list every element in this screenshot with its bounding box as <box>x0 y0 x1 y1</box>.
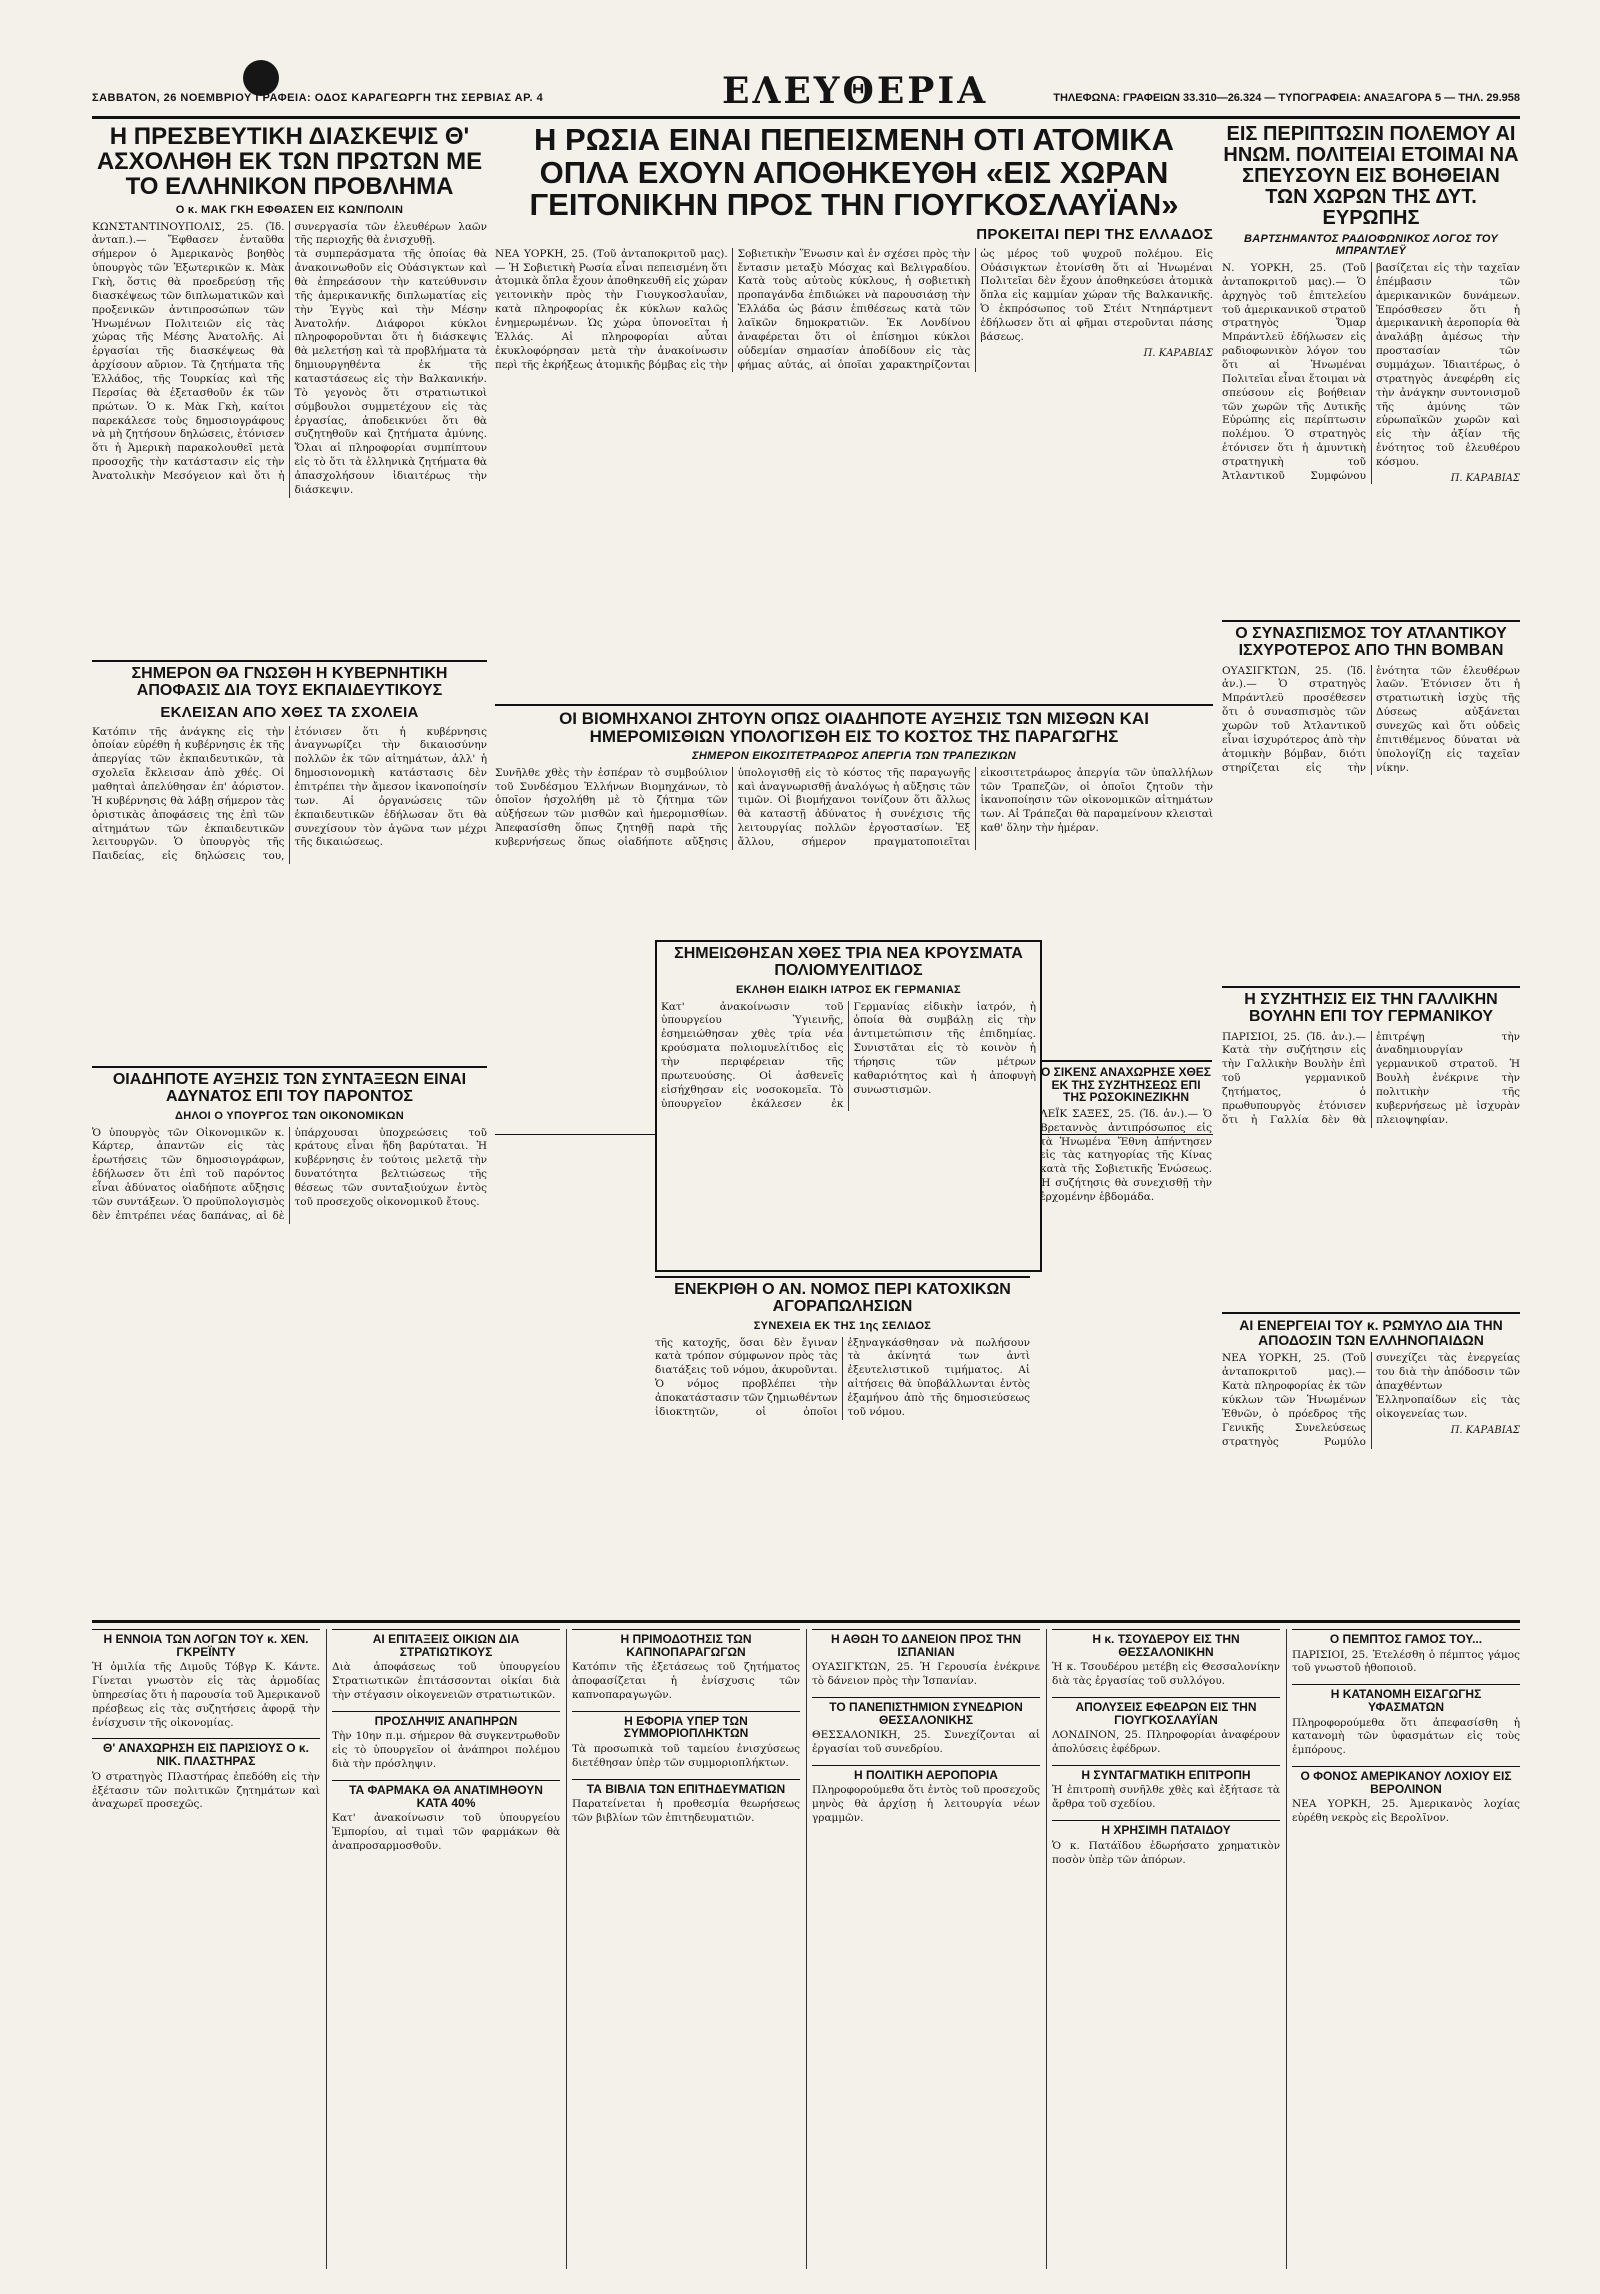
subheadline: ΕΚΛΗΘΗ ΕΙΔΙΚΗ ΙΑΤΡΟΣ ΕΚ ΓΕΡΜΑΝΙΑΣ <box>736 983 961 996</box>
headline: Ο ΣΥΝΑΣΠΙΣΜΟΣ ΤΟΥ ΑΤΛΑΝΤΙΚΟΥ ΙΣΧΥΡΟΤΕΡΟΣ ΑΠΟ ΤΗΝ ΒΟΜΒΑΝ <box>1235 625 1507 659</box>
subheadline: ΠΡΟΚΕΙΤΑΙ ΠΕΡΙ ΤΗΣ ΕΛΛΑΔΟΣ <box>976 225 1213 243</box>
article-body <box>661 1001 1036 1112</box>
headline: ΟΙΑΔΗΠΟΤΕ ΑΥΞΗΣΙΣ ΤΩΝ ΣΥΝΤΑΞΕΩΝ ΕΙΝΑΙ ΑΔΥΝΑΤΟΣ ΕΠΙ ΤΟΥ ΠΑΡΟΝΤΟΣ <box>112 1071 467 1105</box>
brief-headline: Ο ΦΟΝΟΣ ΑΜΕΡΙΚΑΝΟΥ ΛΟΧΙΟΥ ΕΙΣ ΒΕΡΟΛΙΝΟΝ <box>1292 1766 1520 1795</box>
article-text: ΟΥΑΣΙΓΚΤΩΝ, 25. (Ἰδ. ἀν.).— Ὁ στρατηγὸς Μπράντλεϋ προσέθεσεν ὅτι ὁ συνασπισμὸς τῶν χωρῶν τοῦ Ἀτλαντικοῦ εἶναι ἰσχυρότερος ἀπὸ τὴν ἀτομικὴν βόμβαν, διότι στηρίζεται εἰς τὴν ἑνότητα τῶν ἐλευθέρων λαῶν. Ἐτόνισεν ὅτι ἡ στρατιωτικὴ ἰσχὺς τῆς Δύσεως αὐξάνεται συνεχῶς καὶ ὅτι οὐδεὶς ἐπιτιθέμενος δύναται νὰ ὑπολογίζῃ εἰς ταχεῖαν νίκην. <box>1222 664 1520 774</box>
brief-text: Κατ' ἀνακοίνωσιν τοῦ ὑπουργείου Ἐμπορίου, αἱ τιμαὶ τῶν φαρμάκων θὰ ἀναπροσαρμοσθοῦν. <box>332 1812 560 1852</box>
article-body <box>92 726 487 865</box>
article-sikens <box>1040 1060 1212 1266</box>
newspaper-title: ΕΛΕΥΘΕΡΙΑ <box>722 70 989 112</box>
briefs-section <box>92 1620 1520 2289</box>
headline: Η ΠΡΕΣΒΕΥΤΙΚΗ ΔΙΑΣΚΕΨΙΣ Θ' ΑΣΧΟΛΗΘΗ ΕΚ ΤΩΝ ΠΡΩΤΩΝ ΜΕ ΤΟ ΕΛΛΗΝΙΚΟΝ ΠΡΟΒΛΗΜΑ <box>96 124 483 201</box>
briefs-columns <box>92 1629 1520 2269</box>
brief-text: Κατόπιν τῆς ἐξετάσεως τοῦ ζητήματος ἀποφασίζεται ἡ ἐνίσχυσις τῶν καπνοπαραγωγῶν. <box>572 1661 800 1701</box>
brief-text: Ἡ κ. Τσουδέρου μετέβη εἰς Θεσσαλονίκην διὰ τὰς ἐργασίας τοῦ συλλόγου. <box>1052 1661 1280 1688</box>
brief-text: Ὁ κ. Πατάϊδου ἐδωρήσατο χρηματικὸν ποσὸν ὑπὲρ τῶν ἀπόρων. <box>1052 1839 1280 1866</box>
subheadline: ΣΥΝΕΧΕΙΑ ΕΚ ΤΗΣ 1ης ΣΕΛΙΔΟΣ <box>753 1319 932 1332</box>
headline: Ο ΣΙΚΕΝΣ ΑΝΑΧΩΡΗΣΕ ΧΘΕΣ ΕΚ ΤΗΣ ΣΥΖΗΤΗΣΕΩΣ ΕΠΙ ΤΗΣ ΡΩΣΟΚΙΝΕΖΙΚΗΝ <box>1040 1065 1211 1105</box>
brief-text: Πληροφορούμεθα ὅτι ἀπεφασίσθη ἡ κατανομὴ τῶν ὑφασμάτων εἰς τοὺς ἐμπόρους. <box>1292 1716 1520 1757</box>
brief-item <box>812 1765 1040 1826</box>
brief-item <box>332 1780 560 1854</box>
brief-headline: Η ΑΘΩΗ ΤΟ ΔΑΝΕΙΟΝ ΠΡΟΣ ΤΗΝ ΙΣΠΑΝΙΑΝ <box>812 1629 1040 1658</box>
article-text: Ν. ΥΟΡΚΗ, 25. (Τοῦ ἀνταποκριτοῦ μας).— Ὁ ἀρχηγὸς τοῦ ἐπιτελείου τοῦ ἀμερικανικοῦ στρατοῦ στρατηγὸς Ὄμαρ Μπράντλεϋ ἐδήλωσεν εἰς ραδιοφωνικὸν λόγον του ὅτι αἱ Ἡνωμέναι Πολιτεῖαι εἶναι ἕτοιμαι νὰ σπεύσουν εἰς βοήθειαν τῶν χωρῶν τῆς Δυτικῆς Εὐρώπης εἰς περίπτωσιν πολέμου. Ὁ στρατηγὸς ἐτόνισεν ὅτι ἡ ἀμυντικὴ στρατηγικὴ τοῦ Ἀτλαντικοῦ Συμφώνου βασίζεται εἰς τὴν ταχεῖαν ἐπέμβασιν τῶν ἀμερικανικῶν δυνάμεων. Ἐπρόσθεσεν ὅτι ἡ ἀμερικανικὴ ἀεροπορία θὰ ἀναλάβῃ ἀμέσως τὴν προστασίαν τῶν συμμάχων. Ἰδιαιτέρως, ὁ στρατηγὸς ἀνεφέρθη εἰς τὴν ἀνάγκην συντονισμοῦ τῆς ἀμύνης τῶν εὐρωπαϊκῶν χωρῶν καὶ εἰς τὴν ἀξίαν τῆς ἑνότητος τοῦ ἐλευθέρου κόσμου. <box>1222 262 1520 482</box>
article-body <box>1222 262 1520 484</box>
brief-text: ΛΟΝΔΙΝΟΝ, 25. Πληροφορίαι ἀναφέρουν ἀπολύσεις ἐφέδρων. <box>1052 1729 1280 1755</box>
article-text: Κατ' ἀνακοίνωσιν τοῦ ὑπουργείου Ὑγιεινῆς, ἐσημειώθησαν χθὲς τρία νέα κρούσματα πολιομυελίτιδος εἰς τὴν περιφέρειαν τῆς πρωτευούσης. Οἱ ἀσθενεῖς εἰσήχθησαν εἰς νοσοκομεῖα. Τὸ ὑπουργεῖον ἐκάλεσεν ἐκ Γερμανίας εἰδικὴν ἰατρόν, ἡ ὁποία θὰ συμβάλῃ εἰς τὴν ἀντιμετώπισιν τῆς ἐπιδημίας. Συνιστᾶται εἰς τὸ κοινὸν ἡ τήρησις τῶν μέτρων καθαριότητος καὶ ἡ ἀποφυγὴ συνωστισμῶν. <box>661 1000 1036 1110</box>
brief-headline: Ο ΠΕΜΠΤΟΣ ΓΑΜΟΣ ΤΟΥ... <box>1292 1629 1520 1646</box>
article-polio <box>655 940 1042 1272</box>
brief-item <box>812 1629 1040 1689</box>
brief-headline: ΤΑ ΒΙΒΛΙΑ ΤΩΝ ΕΠΙΤΗΔΕΥΜΑΤΙΩΝ <box>572 1779 800 1796</box>
brief-headline: ΤΑ ΦΑΡΜΑΚΑ ΘΑ ΑΝΑΤΙΜΗΘΟΥΝ ΚΑΤΑ 40% <box>332 1780 560 1809</box>
brief-text: ΝΕΑ ΥΟΡΚΗ, 25. Ἀμερικανὸς λοχίας εὑρέθη νεκρὸς εἰς Βερολῖνον. <box>1292 1798 1520 1825</box>
brief-item <box>1052 1629 1280 1689</box>
brief-item <box>92 1629 320 1730</box>
brief-item <box>812 1697 1040 1757</box>
brief-item <box>572 1629 800 1703</box>
article-text: ΠΑΡΙΣΙΟΙ, 25. (Ἰδ. ἀν.).— Κατὰ τὴν συζήτησιν εἰς τὴν Γαλλικὴν Βουλὴν ἐπὶ τοῦ γερμανικοῦ ζητήματος, ὁ πρωθυπουργὸς ἐτόνισεν ὅτι ἡ Γαλλία δὲν θὰ ἐπιτρέψῃ τὴν ἀναδημιουργίαν γερμανικοῦ στρατοῦ. Ἡ Βουλὴ ἐνέκρινε τὴν πολιτικὴν τῆς κυβερνήσεως μὲ ἰσχυρὰν πλειοψηφίαν. <box>1222 1030 1520 1126</box>
article-text: Συνῆλθε χθὲς τὴν ἑσπέραν τὸ συμβούλιον τοῦ Συνδέσμου Ἑλλήνων Βιομηχάνων, τὸ ὁποῖον ἠσχολήθη μὲ τὸ ζήτημα τῶν αὐξήσεων τῶν μισθῶν καὶ ἡμερομισθίων. Ἀπεφασίσθη ὅπως ζητηθῇ παρὰ τῆς κυβερνήσεως ὅπως οἱαδήποτε αὔξησις ὑπολογισθῇ εἰς τὸ κόστος τῆς παραγωγῆς καὶ ἀναγνωρισθῇ ἀναλόγως ἡ αὔξησις τῶν τιμῶν. Οἱ βιομήχανοι τονίζουν ὅτι ἄλλως θὰ καταστῇ ἀδύνατος ἡ συνέχισις τῆς λειτουργίας πολλῶν ἐργοστασίων. Ἐξ ἄλλου, σήμερον πραγματοποιεῖται εἰκοσιτετράωρος ἀπεργία τῶν ὑπαλλήλων τῶν Τραπεζῶν, οἱ ὁποῖοι ζητοῦν τὴν ἱκανοποίησιν τῶν οἰκονομικῶν αἰτημάτων των. Αἱ Τράπεζαι θὰ παραμείνουν κλεισταὶ καθ' ὅλην τὴν ἡμέραν. <box>495 766 1213 848</box>
subheadline: ΕΚΛΕΙΣΑΝ ΑΠΟ ΧΘΕΣ ΤΑ ΣΧΟΛΕΙΑ <box>160 703 419 721</box>
brief-headline: Η ΧΡΗΣΙΜΗ ΠΑΤΑΙΔΟΥ <box>1052 1820 1280 1837</box>
brief-item <box>572 1779 800 1826</box>
headline: Η ΣΥΖΗΤΗΣΙΣ ΕΙΣ ΤΗΝ ΓΑΛΛΙΚΗΝ ΒΟΥΛΗΝ ΕΠΙ ΤΟΥ ΓΕΡΜΑΝΙΚΟΥ <box>1244 991 1498 1025</box>
headline: ΕΙΣ ΠΕΡΙΠΤΩΣΙΝ ΠΟΛΕΜΟΥ ΑΙ ΗΝΩΜ. ΠΟΛΙΤΕΙΑΙ ΕΤΟΙΜΑΙ ΝΑ ΣΠΕΥΣΟΥΝ ΕΙΣ ΒΟΗΘΕΙΑΝ ΤΩΝ ΧΩΡΩΝ ΤΗΣ ΔΥΤ. ΕΥΡΩΠΗΣ <box>1223 124 1519 229</box>
article-embassy-conference <box>92 124 487 654</box>
byline: Π. ΚΑΡΑΒΙΑΣ <box>1143 347 1213 359</box>
article-body <box>1222 665 1520 776</box>
brief-headline: Η ΠΡΙΜΟΔΟΤΗΣΙΣ ΤΩΝ ΚΑΠΝΟΠΑΡΑΓΩΓΩΝ <box>572 1629 800 1658</box>
brief-text: Τὴν 10ην π.μ. σήμερον θὰ συγκεντρωθοῦν εἰς τὸ ὑπουργεῖον οἱ ἀνάπηροι πολέμου διὰ τὴν πρόσληψιν. <box>332 1730 560 1771</box>
brief-item <box>1052 1697 1280 1757</box>
brief-item <box>572 1711 800 1771</box>
article-body <box>655 1337 1030 1420</box>
brief-headline: ΑΙ ΕΠΙΤΑΞΕΙΣ ΟΙΚΙΩΝ ΔΙΑ ΣΤΡΑΤΙΩΤΙΚΟΥΣ <box>332 1629 560 1658</box>
article-romulo <box>1222 1312 1520 1588</box>
brief-headline: Η κ. ΤΣΟΥΔΕΡΟΥ ΕΙΣ ΤΗΝ ΘΕΣΣΑΛΟΝΙΚΗΝ <box>1052 1629 1280 1658</box>
article-occupation-law <box>655 1276 1030 1622</box>
article-teachers <box>92 660 487 1066</box>
article-russia-atomic <box>495 124 1213 696</box>
headline: ΣΗΜΕΡΟΝ ΘΑ ΓΝΩΣΘΗ Η ΚΥΒΕΡΝΗΤΙΚΗ ΑΠΟΦΑΣΙΣ ΔΙΑ ΤΟΥΣ ΕΚΠΑΙΔΕΥΤΙΚΟΥΣ <box>131 665 448 699</box>
brief-text: Τὰ προσωπικὰ τοῦ ταμείου ἐνισχύσεως διετέθησαν ὑπὲρ τῶν συμμοριοπλήκτων. <box>572 1742 800 1769</box>
brief-item <box>1292 1766 1520 1826</box>
brief-headline: Η ΠΟΛΙΤΙΚΗ ΑΕΡΟΠΟΡΙΑ <box>812 1765 1040 1782</box>
article-body <box>495 767 1213 850</box>
subheadline: ΔΗΛΟΙ Ο ΥΠΟΥΡΓΟΣ ΤΩΝ ΟΙΚΟΝΟΜΙΚΩΝ <box>175 1109 404 1122</box>
lead-headline: Η ΡΩΣΙΑ ΕΙΝΑΙ ΠΕΠΕΙΣΜΕΝΗ ΟΤΙ ΑΤΟΜΙΚΑ ΟΠΛΑ ΕΧΟΥΝ ΑΠΟΘΗΚΕΥΘΗ «ΕΙΣ ΧΩΡΑΝ ΓΕΙΤΟΝΙΚΗΝ ΠΡΟΣ ΤΗΝ ΓΙΟΥΓΚΟΣΛΑΥΪΑΝ» <box>529 124 1179 223</box>
brief-item <box>332 1711 560 1772</box>
brief-item <box>1292 1629 1520 1676</box>
brief-item <box>332 1629 560 1703</box>
brief-text: Ἡ ὁμιλία τῆς Διμοῦς Τόβγρ Κ. Κάντε. Γίνεται γνωστὸν εἰς τὰς ἀρμοδίας ὑπηρεσίας ὅτι ἡ παρουσία τοῦ Ἀμερικανοῦ πρέσβεως εἰς τὰς συζητήσεις ἀφορᾷ τὴν ἐνίσχυσιν τῆς οἰκονομίας. <box>92 1661 320 1729</box>
brief-text: ΠΑΡΙΣΙΟΙ, 25. Ἐτελέσθη ὁ πέμπτος γάμος τοῦ γνωστοῦ ἠθοποιοῦ. <box>1292 1648 1520 1675</box>
brief-headline: ΤΟ ΠΑΝΕΠΙΣΤΗΜΙΟΝ ΣΥΝΕΔΡΙΟΝ ΘΕΣΣΑΛΟΝΙΚΗΣ <box>812 1697 1040 1726</box>
article-body <box>1222 1352 1520 1449</box>
article-body <box>92 1127 487 1224</box>
brief-item <box>1292 1684 1520 1758</box>
article-body <box>1222 1031 1520 1128</box>
article-body <box>92 221 487 498</box>
brief-text: Πληροφορούμεθα ὅτι ἐντὸς τοῦ προσεχοῦς μηνὸς θὰ ἀρχίσῃ ἡ λειτουργία νέων γραμμῶν. <box>812 1784 1040 1825</box>
subheadline: ΒΑΡΤΣΗΜΑΝΤΟΣ ΡΑΔΙΟΦΩΝΙΚΟΣ ΛΟΓΟΣ ΤΟΥ ΜΠΡΑΝΤΛΕΫ <box>1244 233 1498 257</box>
article-text: ΝΕΑ ΥΟΡΚΗ, 25. (Τοῦ ἀνταποκριτοῦ μας).— Κατὰ πληροφορίας ἐκ τῶν κύκλων τῶν Ἡνωμένων Ἐθνῶν, ὁ πρόεδρος τῆς Γενικῆς Συνελεύσεως στρατηγὸς Ρωμύλο συνεχίζει τὰς ἐνεργείας του διὰ τὴν ἀπόδοσιν τῶν ἀπαχθέντων Ἑλληνοπαίδων εἰς τὰς οἰκογενείας των. <box>1222 1352 1520 1448</box>
brief-item <box>1052 1820 1280 1867</box>
brief-text: ΘΕΣΣΑΛΟΝΙΚΗ, 25. Συνεχίζονται αἱ ἐργασίαι τοῦ συνεδρίου. <box>812 1729 1040 1755</box>
brief-headline: ΑΠΟΛΥΣΕΙΣ ΕΦΕΔΡΩΝ ΕΙΣ ΤΗΝ ΓΙΟΥΓΚΟΣΛΑΥΪΑΝ <box>1052 1697 1280 1726</box>
subheadline: ΣΗΜΕΡΟΝ ΕΙΚΟΣΙΤΕΤΡΑΩΡΟΣ ΑΠΕΡΓΙΑ ΤΩΝ ΤΡΑΠΕΖΙΚΩΝ <box>692 749 1016 762</box>
headline: ΟΙ ΒΙΟΜΗΧΑΝΟΙ ΖΗΤΟΥΝ ΟΠΩΣ ΟΙΑΔΗΠΟΤΕ ΑΥΞΗΣΙΣ ΤΩΝ ΜΙΣΘΩΝ ΚΑΙ ΗΜΕΡΟΜΙΣΘΙΩΝ ΥΠΟΛΟΓΙΣΘΗ ΕΙΣ ΤΟ ΚΟΣΤΟΣ ΤΗΣ ΠΑΡΑΓΩΓΗΣ <box>559 709 1149 746</box>
headline: ΣΗΜΕΙΩΘΗΣΑΝ ΧΘΕΣ ΤΡΙΑ ΝΕΑ ΚΡΟΥΣΜΑΤΑ ΠΟΛΙΟΜΥΕΛΙΤΙΔΟΣ <box>674 945 1023 979</box>
brief-text: Ἡ ἐπιτροπὴ συνῆλθε χθὲς καὶ ἐξήτασε τὰ ἄρθρα τοῦ σχεδίου. <box>1052 1784 1280 1811</box>
brief-headline: Η ΚΑΤΑΝΟΜΗ ΕΙΣΑΓΩΓΗΣ ΥΦΑΣΜΑΤΩΝ <box>1292 1684 1520 1713</box>
article-french-assembly <box>1222 986 1520 1312</box>
headline: ΕΝΕΚΡΙΘΗ Ο ΑΝ. ΝΟΜΟΣ ΠΕΡΙ ΚΑΤΟΧΙΚΩΝ ΑΓΟΡΑΠΩΛΗΣΙΩΝ <box>674 1281 1011 1315</box>
article-pensions <box>92 1066 487 1402</box>
masthead <box>92 70 1520 119</box>
headline: ΑΙ ΕΝΕΡΓΕΙΑΙ ΤΟΥ κ. ΡΩΜΥΛΟ ΔΙΑ ΤΗΝ ΑΠΟΔΟΣΙΝ ΤΩΝ ΕΛΛΗΝΟΠΑΙΔΩΝ <box>1239 1317 1503 1348</box>
brief-text: Παρατείνεται ἡ προθεσμία θεωρήσεως τῶν βιβλίων τῶν ἐπιτηδευματιῶν. <box>572 1798 800 1825</box>
brief-item <box>1052 1765 1280 1812</box>
brief-item <box>92 1738 320 1812</box>
brief-text: Διὰ ἀποφάσεως τοῦ ὑπουργείου Στρατιωτικῶν ἐπιτάσσονται οἰκίαι διὰ τὴν στέγασιν οἰκογενειῶν στρατιωτικῶν. <box>332 1661 560 1701</box>
brief-headline: Η ΕΝΝΟΙΑ ΤΩΝ ΛΟΓΩΝ ΤΟΥ κ. ΧΕΝ. ΓΚΡΕΪΝΤΥ <box>92 1629 320 1658</box>
brief-text: Ὁ στρατηγὸς Πλαστήρας ἐπεδόθη εἰς τὴν ἐξέτασιν τῶν πολιτικῶν ζητημάτων καὶ ἀναχωρεῖ προσεχῶς. <box>92 1770 320 1811</box>
masthead-date-address: ΣΑΒΒΑΤΟΝ, 26 ΝΟΕΜΒΡΙΟΥ ΓΡΑΦΕΙΑ: ΟΔΟΣ ΚΑΡΑΓΕΩΡΓΗ ΤΗΣ ΣΕΡΒΙΑΣ ΑΡ. 4 <box>92 92 544 104</box>
article-text: Ὁ ὑπουργὸς τῶν Οἰκονομικῶν κ. Κάρτερ, ἀπαντῶν εἰς τὰς ἐρωτήσεις τῶν δημοσιογράφων, ἐδήλωσεν ὅτι ἐπὶ τοῦ παρόντος εἶναι ἀδύνατος οἱαδήποτε αὔξησις τῶν συντάξεων. Ὁ προϋπολογισμὸς δὲν ἐπιτρέπει νέας δαπάνας, αἱ δὲ ὑπάρχουσαι ὑποχρεώσεις τοῦ κράτους εἶναι ἤδη βαρύταται. Ἡ κυβέρνησις ἐν τούτοις μελετᾷ τὴν δυνατότητα βελτιώσεως τῆς θέσεως τῶν συνταξιούχων ἐντὸς τοῦ προσεχοῦς οἰκονομικοῦ ἔτους. <box>92 1126 487 1222</box>
byline: Π. ΚΑΡΑΒΙΑΣ <box>1450 1424 1520 1436</box>
masthead-phones: ΤΗΛΕΦΩΝΑ: ΓΡΑΦΕΙΩΝ 33.310—26.324 — ΤΥΠΟΓΡΑΦΕΙΑ: ΑΝΑΞΑΓΟΡΑ 5 — ΤΗΛ. 29.958 <box>1053 92 1520 104</box>
byline: Π. ΚΑΡΑΒΙΑΣ <box>1450 472 1520 484</box>
article-text: ΝΕΑ ΥΟΡΚΗ, 25. (Τοῦ ἀνταποκριτοῦ μας).— Ἡ Σοβιετικὴ Ρωσία εἶναι πεπεισμένη ὅτι ἀτομικὰ ὅπλα ἔχουν ἀποθηκευθῆ εἰς χώραν γειτονικὴν πρὸς τὴν Γιουγκοσλαυΐαν, κατὰ πληροφορίας ἐκ κύκλων καλῶς ἐνημερωμένων. Ὡς χώρα ὑπονοεῖται ἡ Ἑλλάς. Αἱ πληροφορίαι αὗται ἐκυκλοφόρησαν μετὰ τὴν ἀνακοίνωσιν περὶ τῆς ἐκρήξεως ἀτομικῆς βόμβας εἰς τὴν Σοβιετικὴν Ἕνωσιν καὶ ἐν σχέσει πρὸς τὴν ἔντασιν μεταξὺ Μόσχας καὶ Βελιγραδίου. Κατὰ τοὺς αὐτοὺς κύκλους, ἡ σοβιετικὴ προπαγάνδα ἐπιδιώκει νὰ παρουσιάσῃ τὴν Ἑλλάδα ὡς βάσιν ἐπιθέσεως κατὰ τῶν λαϊκῶν δημοκρατιῶν. Ἐκ Λονδίνου ἀναφέρεται ὅτι οἱ ἐπίσημοι κύκλοι οὐδεμίαν σημασίαν ἀποδίδουν εἰς τὰς φήμας αὐτάς, αἱ ὁποῖαι χαρακτηρίζονται ὡς μέρος τοῦ ψυχροῦ πολέμου. Εἰς Οὐάσιγκτων ἐτονίσθη ὅτι αἱ Ἡνωμέναι Πολιτεῖαι δὲν ἔχουν ἀποθηκεύσει ἀτομικὰ ὅπλα εἰς καμμίαν χώραν τῆς Βαλκανικῆς. Ὁ ἐκπρόσωπος τοῦ Στέιτ Ντηπάρτμεντ ἐδήλωσεν ὅτι αἱ φῆμαι στεροῦνται πάσης βάσεως. <box>495 247 1213 371</box>
brief-headline: Η ΕΦΟΡΙΑ ΥΠΕΡ ΤΩΝ ΣΥΜΜΟΡΙΟΠΛΗΚΤΩΝ <box>572 1711 800 1740</box>
article-us-ready <box>1222 124 1520 614</box>
brief-text: ΟΥΑΣΙΓΚΤΩΝ, 25. Ἡ Γερουσία ἐνέκρινε τὸ δάνειον πρὸς τὴν Ἱσπανίαν. <box>812 1661 1040 1688</box>
article-text: τῆς κατοχῆς, ὅσαι δὲν ἔγιναν κατὰ τρόπον σύμφωνον πρὸς τὰς διατάξεις τοῦ νόμου, ἀκυροῦνται. Ὁ νόμος προβλέπει τὴν ἀποκατάστασιν τῶν ζημιωθέντων ἰδιοκτητῶν, οἱ ὁποῖοι ἐξηναγκάσθησαν νὰ πωλήσουν τὰ ἀκίνητά των ἀντὶ ἐξευτελιστικοῦ τιμήματος. Αἱ αἰτήσεις θὰ ὑποβάλλωνται ἐντὸς ἑξαμήνου ἀπὸ τῆς δημοσιεύσεως τοῦ νόμου. <box>655 1336 1030 1418</box>
brief-headline: ΠΡΟΣΛΗΨΙΣ ΑΝΑΠΗΡΩΝ <box>332 1711 560 1728</box>
article-body <box>495 248 1213 373</box>
article-text-cont: τὰ συμπεράσματα τῆς ὁποίας θὰ ἀνακοινωθοῦν εἰς Οὐάσιγκτων καὶ θὰ ἐπηρεάσουν τὴν κατεύθυνσιν τῆς ἀμερικανικῆς διπλωματίας εἰς τὴν Ἐγγὺς καὶ τὴν Μέσην Ἀνατολήν. Διάφοροι κύκλοι πληροφοροῦνται ὅτι ἡ διάσκεψις θὰ μελετήσῃ καὶ τὰ προβλήματα τὰ δημιουργηθέντα ἐκ τῆς καταστάσεως εἰς τὴν Βαλκανικήν. Τὸ γεγονὸς ὅτι στρατιωτικοὶ σύμβουλοι συμμετέχουν εἰς τὰς ἐργασίας, ἀποδεικνύει ὅτι θὰ συζητηθοῦν καὶ ζητήματα ἀμύνης. Ὅλαι αἱ πληροφορίαι συμπίπτουν εἰς τὸ ὅτι τὰ ἑλληνικὰ ζητήματα θὰ ἀπασχολήσουν ἰδιαιτέρως τὴν διάσκεψιν. <box>294 248 487 496</box>
article-text: ΚΩΝΣΤΑΝΤΙΝΟΥΠΟΛΙΣ, 25. (Ἰδ. ἀνταπ.).— Ἔφθασεν ἐνταῦθα σήμερον ὁ Ἀμερικανὸς βοηθὸς ὑπουργὸς τῶν Ἐξωτερικῶν κ. Μὰκ Γκὴ, ὅστις θὰ προεδρεύσῃ τῆς διασκέψεως τῶν διπλωματικῶν καὶ προξενικῶν ἀντιπροσώπων τῶν Ἡνωμένων Πολιτειῶν εἰς τὰς χώρας τῆς Μέσης Ἀνατολῆς. Αἱ ἐργασίαι τῆς διασκέψεως θὰ ἀρχίσουν αὔριον. Τὰ ζητήματα τῆς Ἑλλάδος, τῆς Τουρκίας καὶ τῆς Περσίας θὰ ἐξετασθοῦν ἐκ τῶν πρώτων. Ὁ κ. Μὰκ Γκὴ, καίτοι παρεκάλεσε τοὺς δημοσιογράφους νὰ μὴ ζητήσουν δηλώσεις, ἐτόνισεν ὅτι ἡ Ἀμερικὴ παρακολουθεῖ μετὰ προσοχῆς τὴν κατάστασιν εἰς τὴν Ἀνατολικὴν Μεσόγειον καὶ ὅτι ἡ συνεργασία τῶν ἐλευθέρων λαῶν τῆς περιοχῆς θὰ ἐνισχυθῇ. <box>92 220 487 483</box>
article-atlantic <box>1222 620 1520 986</box>
brief-headline: Η ΣΥΝΤΑΓΜΑΤΙΚΗ ΕΠΙΤΡΟΠΗ <box>1052 1765 1280 1782</box>
subheadline: Ο κ. ΜΑΚ ΓΚΗ ΕΦΘΑΣΕΝ ΕΙΣ ΚΩΝ/ΠΟΛΙΝ <box>175 203 404 216</box>
article-text: Κατόπιν τῆς ἀνάγκης εἰς τὴν ὁποίαν εὑρέθη ἡ κυβέρνησις ἐκ τῆς ἀπεργίας τῶν ἐκπαιδευτικῶν, τὰ σχολεῖα ἔκλεισαν ἀπὸ χθές. Οἱ μαθηταὶ ἀπελύθησαν ἐπ' ἀόριστον. Ἡ κυβέρνησις θὰ λάβῃ σήμερον τὰς ὁριστικὰς ἀποφάσεις της ἐπὶ τῶν αἰτημάτων τῶν ἐκπαιδευτικῶν λειτουργῶν. Ὁ ὑπουργὸς τῆς Παιδείας, εἰς δηλώσεις του, ἐτόνισεν ὅτι ἡ κυβέρνησις ἀναγνωρίζει τὴν δικαιοσύνην πολλῶν ἐκ τῶν αἰτημάτων, ἀλλ' ἡ δημοσιονομικὴ κατάστασις δὲν ἐπιτρέπει τὴν ἄμεσον ἱκανοποίησίν των. Αἱ ὀργανώσεις τῶν ἐκπαιδευτικῶν ἐδήλωσαν ὅτι θὰ συνεχίσουν τὸν ἀγῶνα των μέχρι τῆς δικαιώσεως. <box>92 725 487 863</box>
brief-headline: Θ' ΑΝΑΧΩΡΗΣΗ ΕΙΣ ΠΑΡΙΣΙΟΥΣ Ο κ. ΝΙΚ. ΠΛΑΣΤΗΡΑΣ <box>92 1738 320 1767</box>
article-text: ΛΕΪΚ ΣΑΞΕΣ, 25. (Ἰδ. ἀν.).— Ὁ Βρεταννὸς ἀντιπρόσωπος εἰς τὰ Ἡνωμένα Ἔθνη ἀπήντησεν εἰς τὰς κατηγορίας τῆς Κίνας κατὰ τῆς Σοβιετικῆς Ἑνώσεως. Ἡ συζήτησις θὰ συνεχισθῇ τὴν ἐρχομένην ἑβδομάδα. <box>1040 1107 1212 1203</box>
